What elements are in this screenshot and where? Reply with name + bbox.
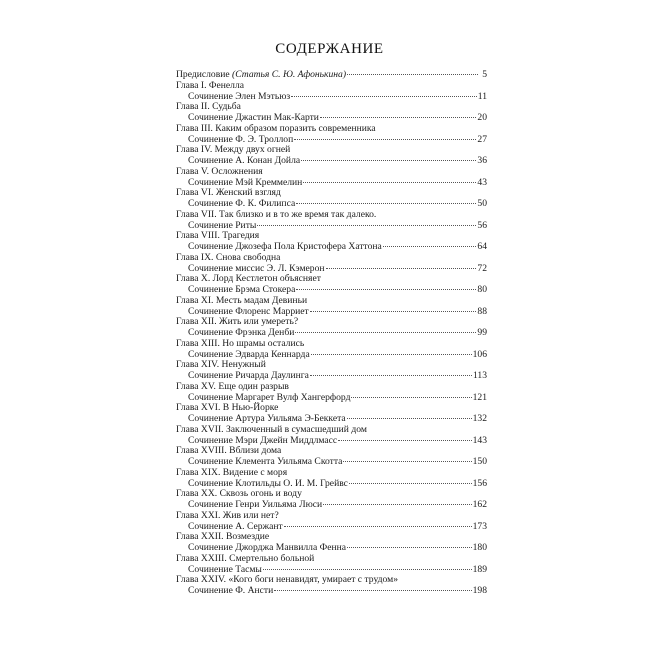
toc-entry-label: Сочинение Клотильды О. И. М. Грейвс: [188, 477, 348, 489]
toc-page-number: 88: [477, 305, 487, 317]
dot-leader: [326, 268, 477, 269]
toc-page-number: 173: [472, 520, 487, 532]
dot-leader: [311, 354, 472, 355]
toc-chapter-line: [176, 81, 487, 92]
toc-chapter-line: [176, 382, 487, 393]
dot-leader: [351, 397, 471, 398]
toc-page-number: 198: [472, 585, 487, 596]
toc-page-number: 20: [477, 112, 487, 123]
dot-leader: [296, 203, 476, 204]
toc-page-number: 5: [482, 69, 487, 80]
toc-entry-label: Сочинение Фрэнка Денби: [188, 327, 295, 338]
toc-chapter-line: [176, 253, 487, 264]
toc-chapter-line: [176, 425, 487, 436]
dot-leader: [303, 182, 476, 183]
toc-chapter-line: [176, 167, 487, 178]
toc-page-number: 56: [477, 219, 487, 231]
dot-leader: [295, 332, 476, 333]
toc-entry-label: Сочинение А. Конан Дойла: [188, 155, 301, 166]
toc-page-number: 180: [472, 542, 487, 553]
toc-page-number: 99: [477, 327, 487, 338]
toc-entry-label: Сочинение Мэй Креммелин: [188, 176, 303, 188]
dot-leader: [347, 418, 472, 419]
page-title: СОДЕРЖАНИЕ: [275, 41, 384, 57]
toc-entry-label: Сочинение миссис Э. Л. Кэмерон: [188, 262, 325, 274]
toc-page-number: 11: [477, 90, 487, 102]
toc-entry-label: Глава XXI. Жив или нет?: [176, 509, 279, 521]
toc-entry-label: Предисловие (Статья С. Ю. Афонькина): [176, 69, 347, 80]
dot-leader: [310, 311, 477, 312]
dot-leader: [291, 96, 477, 97]
toc-entry-label: Глава V. Осложнения: [176, 165, 263, 177]
toc-entry-label: Сочинение Генри Уильяма Люси: [188, 499, 323, 510]
toc-page-number: 132: [472, 413, 487, 424]
toc-entry-label: Сочинение Джозефа Пола Кристофера Хаттона: [188, 241, 382, 252]
toc-entry-label: Глава VI. Женский взгляд: [176, 187, 281, 199]
dot-leader: [257, 225, 476, 226]
toc-entry-label: Глава X. Лорд Кестлетон объясняет: [176, 273, 321, 285]
toc-page-number: 162: [472, 499, 487, 510]
toc-page-number: 50: [477, 198, 487, 209]
toc-entry-label: Сочинение Ф. Э. Троллоп: [188, 133, 294, 145]
toc-page-number: 72: [477, 262, 487, 274]
toc-page-number: 106: [472, 348, 487, 360]
toc-entry-label: Сочинение Артура Уильяма Э-Беккета: [188, 413, 346, 424]
toc-entry-label: Глава XVIII. Вблизи дома: [176, 445, 282, 457]
toc-chapter-line: [176, 511, 487, 522]
dot-leader: [274, 590, 471, 591]
toc-entry-label: Глава XIV. Ненужный: [176, 359, 266, 371]
toc-page-number: 36: [477, 155, 487, 166]
toc-chapter-line: [176, 468, 487, 479]
toc-entry-label: Глава XXIII. Смертельно больной: [176, 552, 315, 564]
toc-entry-label: Сочинение Брэма Стокера: [188, 284, 296, 295]
toc-entry-label: Сочинение Риты: [188, 219, 257, 231]
toc-entry-label: Глава XVII. Заключенный в сумасшедший дом: [176, 423, 367, 435]
toc-entry-label: Сочинение Ф. Ансти: [188, 585, 274, 596]
toc-entry-label: Глава XX. Сквозь огонь и воду: [176, 488, 302, 500]
dot-leader: [294, 139, 476, 140]
toc-page-number: 189: [472, 563, 487, 575]
toc-entry-label: Глава III. Каким образом поразить современника: [176, 122, 376, 134]
toc-page-number: 113: [472, 370, 487, 381]
toc-chapter-line: [176, 339, 487, 350]
toc-page-number: 156: [472, 477, 487, 489]
dot-leader: [347, 547, 472, 548]
dot-leader: [338, 440, 471, 441]
toc-entry-label: Сочинение Флоренс Марриет: [188, 305, 309, 317]
toc-entry-label: Глава XVI. В Нью-Йорке: [176, 402, 279, 414]
toc-entry-label: Сочинение Ричарда Даулинга: [188, 370, 309, 381]
table-of-contents: [176, 70, 487, 597]
toc-entry-label: Глава XII. Жить или умереть?: [176, 316, 299, 328]
toc-entry-label: Глава XXII. Возмездие: [176, 531, 270, 543]
dot-leader: [284, 526, 472, 527]
dot-leader: [263, 569, 472, 570]
toc-chapter-line: [176, 296, 487, 307]
toc-chapter-line: [176, 210, 487, 221]
toc-entry-label: Глава II. Судьба: [176, 101, 241, 113]
toc-entry-label: Глава XIX. Видение с моря: [176, 466, 288, 478]
toc-entry-label: Сочинение Мэри Джейн Миддлмасс: [188, 434, 338, 446]
toc-page-number: 121: [472, 391, 487, 403]
dot-leader: [347, 74, 478, 75]
dot-leader: [320, 117, 476, 118]
toc-page-number: 80: [477, 284, 487, 295]
toc-entry-label: Глава I. Фенелла: [176, 79, 244, 91]
toc-chapter-line: [176, 124, 487, 135]
toc-entry-label: Глава IV. Между двух огней: [176, 144, 291, 156]
toc-page-number: 143: [472, 434, 487, 446]
toc-entry-label: Сочинение Эдварда Кеннарда: [188, 348, 310, 360]
toc-entry-label: Сочинение А. Сержант: [188, 520, 283, 532]
toc-author-line: [176, 586, 487, 597]
toc-entry-label: Сочинение Элен Мэтьюз: [188, 90, 291, 102]
dot-leader: [349, 483, 472, 484]
toc-entry-label: Сочинение Тасмы: [188, 563, 262, 575]
toc-chapter-line: [176, 554, 487, 565]
toc-entry-label: Глава VII. Так близко и в то же время так далеко.: [176, 208, 377, 220]
dot-leader: [383, 246, 477, 247]
dot-leader: [310, 375, 472, 376]
toc-entry-label: Глава XI. Месть мадам Девиньи: [176, 294, 308, 306]
toc-entry-label: Глава XIII. Но шрамы остались: [176, 337, 305, 349]
dot-leader: [343, 461, 471, 462]
toc-entry-label: Глава IX. Снова свободна: [176, 251, 281, 263]
toc-entry-label: Глава VIII. Трагедия: [176, 230, 260, 242]
toc-page-number: 150: [472, 456, 487, 467]
toc-entry-label: Сочинение Джастин Мак-Карти: [188, 112, 319, 123]
toc-page-number: 64: [477, 241, 487, 252]
toc-page-number: 43: [477, 176, 487, 188]
toc-page-number: 27: [477, 133, 487, 145]
toc-entry-label: Сочинение Маргарет Вулф Хангерфорд: [188, 391, 351, 403]
toc-entry-label: Сочинение Джорджа Манвилла Фенна: [188, 542, 346, 553]
dot-leader: [296, 289, 476, 290]
dot-leader: [301, 160, 476, 161]
toc-entry-label: Глава XV. Еще один разрыв: [176, 380, 289, 392]
toc-entry-label: Сочинение Клемента Уильяма Скотта: [188, 456, 343, 467]
toc-entry-label: Глава XXIV. «Кого боги ненавидят, умирает с трудом»: [176, 574, 399, 586]
toc-entry-label: Сочинение Ф. К. Филипса: [188, 198, 296, 209]
dot-leader: [323, 504, 471, 505]
